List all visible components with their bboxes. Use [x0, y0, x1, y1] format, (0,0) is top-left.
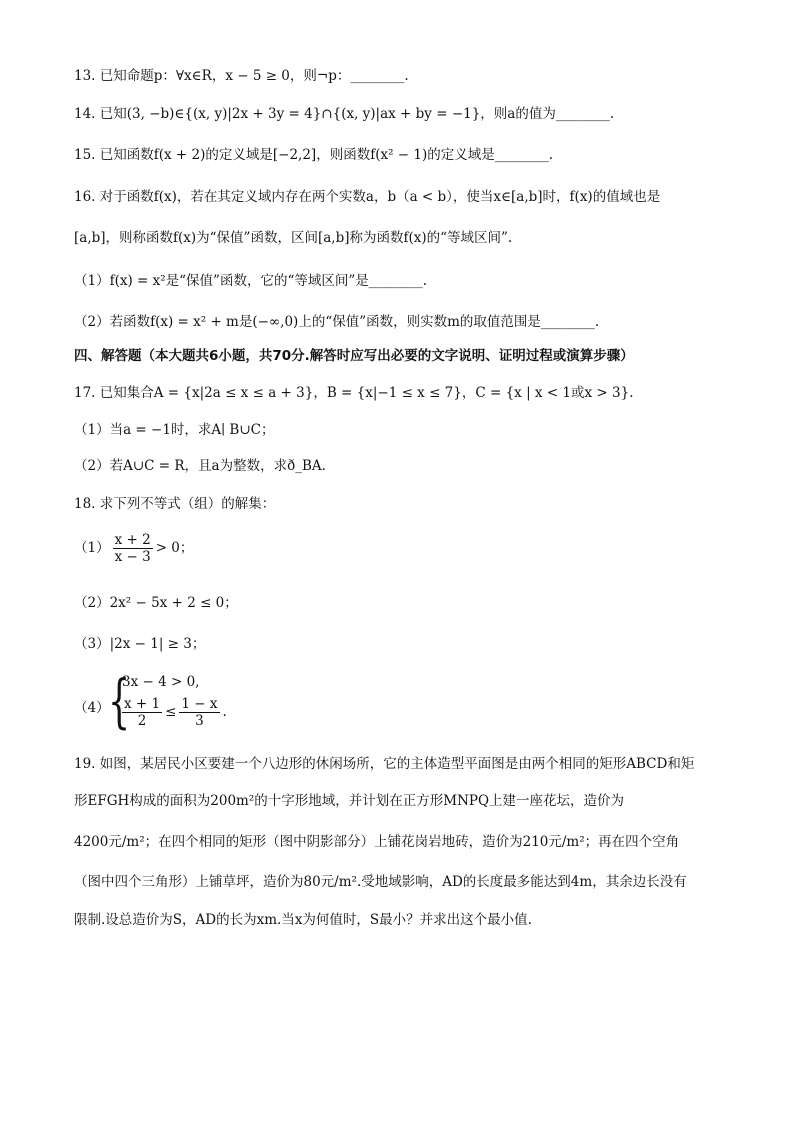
question-14: 14. 已知(3, −b)∈{(x, y)|2x + 3y = 4}∩{(x, y)|ax + by = −1}，则a的值为________.	[74, 106, 615, 122]
q18-4-denominator-2: 3	[195, 713, 204, 729]
question-18-part-4	[74, 667, 334, 735]
q18-4-fraction-2	[179, 696, 219, 729]
q18-1-label: （1）	[74, 540, 110, 556]
question-13: 13. 已知命题p：∀x∈R，x − 5 ≥ 0，则¬p：________.	[74, 68, 409, 84]
q18-4-label: （4）	[74, 700, 110, 716]
q18-1-tail: > 0；	[155, 540, 194, 556]
question-18-part-1	[74, 532, 193, 565]
question-16-part-1: （1）f(x) = x²是“保值”函数，它的“等域区间”是________.	[74, 273, 428, 289]
question-19-line-5: 限制.设总造价为S，AD的长为xm.当x为何值时，S最小？并求出这个最小值.	[74, 912, 532, 928]
question-16-part-2: （2）若函数f(x) = x² + m是(−∞,0)上的“保值”函数，则实数m的取值范围是________.	[74, 314, 600, 330]
q18-1-numerator: x + 2	[114, 532, 151, 548]
q18-4-numerator-2: 1 − x	[181, 696, 218, 712]
question-19-line-2: 形EFGH构成的面积为200m²的十字形地域，并计划在正方形MNPQ上建一座花坛，造价为	[74, 793, 625, 809]
question-17-part-2: （2）若A∪C = R，且a为整数，求ð_BA.	[74, 458, 326, 474]
question-19-line-3: 4200元/m²；在四个相同的矩形（图中阴影部分）上铺花岗岩地砖，造价为210元/m²；再在四个空角	[74, 834, 680, 850]
system-brace: {	[108, 667, 131, 735]
question-18-part-2: （2）2x² − 5x + 2 ≤ 0；	[74, 595, 238, 611]
q18-4-equation-2	[122, 696, 227, 729]
question-19-line-4: （图中四个三角形）上铺草坪，造价为80元/m².受地域影响，AD的长度最多能达到4m，其余边长没有	[74, 874, 687, 890]
q18-4-denominator-1: 2	[137, 713, 147, 729]
question-17: 17. 已知集合A = {x|2a ≤ x ≤ a + 3}，B = {x|−1 ≤ x ≤ 7}，C = {x | x < 1或x > 3}.	[74, 385, 634, 401]
q18-4-numerator-1: x + 1	[124, 696, 161, 712]
q18-4-period: .	[222, 704, 227, 720]
question-18-part-3: （3）|2x − 1| ≥ 3；	[74, 636, 206, 652]
q18-1-denominator: x − 3	[114, 549, 151, 565]
q18-4-equation-1: 3x − 4 > 0,	[122, 674, 200, 690]
q18-1-fraction	[113, 532, 153, 565]
q18-4-le: ≤	[165, 704, 177, 720]
question-17-part-1: （1）当a = −1时，求A∣ B∪C；	[74, 422, 275, 438]
question-16-line-2: [a,b]，则称函数f(x)为“保值”函数，区间[a,b]称为函数f(x)的“等域区间”.	[74, 230, 513, 246]
section-4-heading: 四、解答题（本大题共6小题，共70分.解答时应写出必要的文字说明、证明过程或演算步骤）	[74, 348, 634, 364]
question-16-line-1: 16. 对于函数f(x)，若在其定义域内存在两个实数a，b（a < b），使当x∈[a,b]时，f(x)的值域也是	[74, 189, 661, 205]
question-19-line-1: 19. 如图，某居民小区要建一个八边形的休闲场所，它的主体造型平面图是由两个相同的矩形ABCD和矩	[74, 756, 695, 772]
question-18: 18. 求下列不等式（组）的解集：	[74, 496, 276, 512]
q18-4-fraction-1	[122, 696, 162, 729]
question-15: 15. 已知函数f(x + 2)的定义域是[−2,2]，则函数f(x² − 1)的定义域是________.	[74, 147, 554, 163]
